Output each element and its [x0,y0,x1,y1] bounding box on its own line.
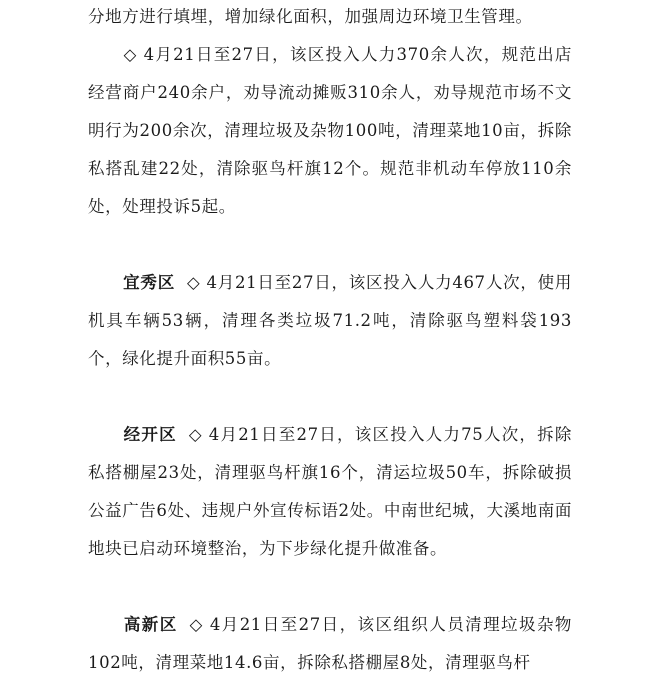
paragraph-district-report [88,36,572,226]
paragraph-gaoxin-district [88,606,572,682]
district-name: 经开区 [123,425,177,444]
paragraph-text: 4月21日至27日，该区投入人力75人次，拆除私搭棚屋23处，清理驱鸟杆旗16个，清运垃圾50车，拆除破损公益广告6处、违规户外宣传标语2处。中南世纪城，大溪地南面地块已启动环境整治，为下步绿化提升做准备。 [88,425,572,558]
paragraph-text: 分地方进行填埋，增加绿化面积，加强周边环境卫生管理。 [88,7,533,26]
diamond-bullet-icon: ◇ [123,45,138,64]
paragraph-continuation [88,0,572,36]
paragraph-text: 4月21日至27日，该区组织人员清理垃圾杂物102吨，清理菜地14.6亩，拆除私搭棚屋8处，清理驱鸟杆 [88,615,572,672]
diamond-bullet-icon: ◇ [188,425,203,444]
diamond-bullet-icon: ◇ [186,273,201,292]
district-name: 宜秀区 [123,273,175,292]
paragraph-jingkai-district [88,416,572,568]
paragraph-text: 4月21日至27日，该区投入人力370余人次，规范出店经营商户240余户，劝导流动摊贩310余人，劝导规范市场不文明行为200余次，清理垃圾及杂物100吨，清理菜地10亩，拆除私搭乱建22处，清除驱鸟杆旗12个。规范非机动车停放110余处，处理投诉5起。 [88,45,572,216]
paragraph-yixiu-district [88,264,572,378]
paragraph-text: 4月21日至27日，该区投入人力467人次，使用机具车辆53辆，清理各类垃圾71.2吨，清除驱鸟塑料袋193个，绿化提升面积55亩。 [88,273,572,368]
diamond-bullet-icon: ◇ [189,615,204,634]
district-name: 高新区 [123,615,178,634]
